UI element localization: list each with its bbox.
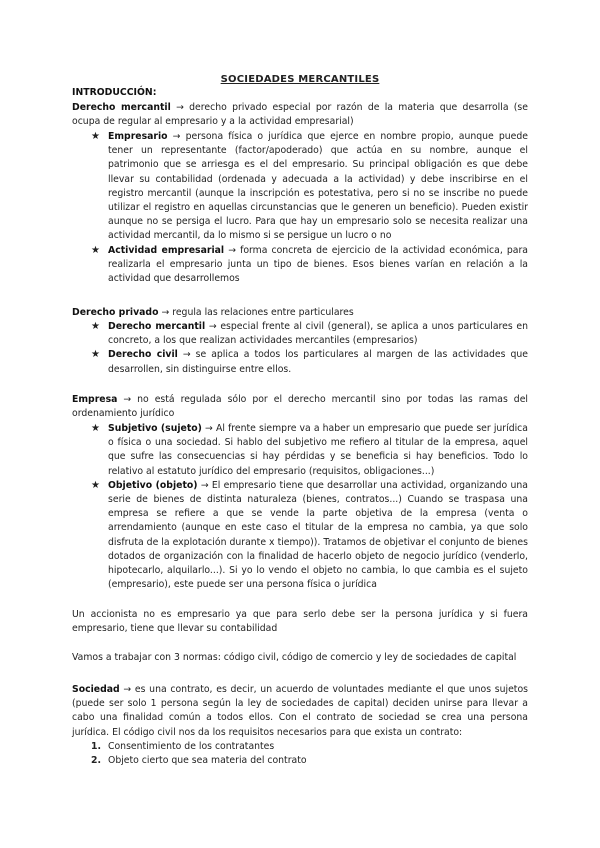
intro-heading: INTRODUCCIÓN: bbox=[72, 87, 157, 98]
list-item: ★ Subjetivo (sujeto) → Al frente siempre va a haber un empresario que puede ser jurídica o física o una sociedad. Si hablo del subjetivo me refiero al titular de la empresa, aquel que sufre las consecuencias si hay pérdidas y se beneficia si hay beneficios. Todo lo relativo al estatuto jurídico del empresario (requisitos, obligaciones...) bbox=[91, 423, 528, 477]
accionista-paragraph: Un accionista no es empresario ya que para serlo debe ser la persona jurídica y si fuera empresario, tiene que llevar su contabilidad bbox=[72, 609, 528, 635]
derecho-mercantil-paragraph bbox=[72, 101, 528, 129]
list-item: ★ Derecho civil → se aplica a todos los particulares al margen de las actividades que desarrollen, sin distinguirse entre ellos. bbox=[91, 349, 528, 375]
list-item: 1. Consentimiento de los contratantes bbox=[91, 741, 275, 752]
derecho-mercantil-list bbox=[91, 130, 528, 286]
normas-paragraph: Vamos a trabajar con 3 normas: código civil, código de comercio y ley de sociedades de capital bbox=[72, 652, 517, 663]
sociedad-requisitos-list bbox=[91, 740, 528, 768]
star-bullet-icon: ★ bbox=[91, 479, 100, 491]
sociedad-term: Sociedad bbox=[72, 684, 120, 695]
empresa-list bbox=[91, 422, 528, 592]
star-bullet-icon: ★ bbox=[91, 321, 100, 332]
star-bullet-icon: ★ bbox=[91, 349, 100, 361]
star-bullet-icon: ★ bbox=[91, 423, 100, 434]
list-item: ★ Objetivo (objeto) → El empresario tiene que desarrollar una actividad, organizando una serie de bienes de distinta naturaleza (bienes, contratos...) Cuando se traspasa una empresa se refiere a que se vende la parte objetiva de la empresa (venta o arrendamiento (aunque en este caso el titular de la empresa no cambia, ya que solo disfruta de la explotación durante x tiempo)). Tratamos de objetivar el conjunto de bienes dotados de organización con la finalidad de hacerlo objeto de negocio jurídico (venderlo, hipotecarlo, alquilarlo...). Si yo lo vendo el objeto no cambia, lo que cambia es el sujeto (empresario), este puede ser una persona física o jurídica bbox=[91, 479, 528, 591]
derecho-mercantil-term: Derecho mercantil bbox=[72, 102, 171, 113]
arrow-glyph: → bbox=[176, 102, 184, 113]
derecho-privado-term: Derecho privado bbox=[72, 307, 159, 318]
derecho-mercantil-text: derecho privado especial por razón de la materia que desarrolla (se ocupa de regular al empresario y a la actividad empresarial) bbox=[72, 102, 528, 128]
list-item: ★ Derecho mercantil → especial frente al civil (general), se aplica a unos particulares en concreto, a los que realizan actividades mercantiles (empresarios) bbox=[91, 321, 528, 347]
document-title: SOCIEDADES MERCANTILES bbox=[220, 74, 380, 85]
empresa-term: Empresa bbox=[72, 394, 118, 405]
derecho-privado-list bbox=[91, 320, 528, 377]
list-item: ★ Empresario → persona física o jurídica que ejerce en nombre propio, aunque puede tener un representante (factor/apoderado) que actúa en su nombre, aunque el patrimonio que se arriesga es el del empresario. Su principal obligación es que debe llevar su contabilidad (ordenada y adecuada a la actividad) y debe inscribirse en el registro mercantil (aunque la inscripción es potestativa, pero si no se inscribe no puede utilizar el registro en aquellas circunstancias que le generen un beneficio). Pueden existir aunque no se persiga el lucro. Para que hay un empresario solo se necesita realizar una actividad mercantil, da lo mismo si se persigue un lucro o no bbox=[91, 131, 528, 242]
star-bullet-icon: ★ bbox=[91, 244, 100, 256]
list-item: ★ Actividad empresarial → forma concreta de ejercicio de la actividad económica, para realizarla el empresario junta un tipo de bienes. Esos bienes varían en relación a la actividad que desarrollemos bbox=[91, 244, 528, 285]
empresa-paragraph: Empresa → no está regulada sólo por el derecho mercantil sino por todas las ramas del ordenamiento jurídico bbox=[72, 394, 528, 420]
star-bullet-icon: ★ bbox=[91, 131, 100, 142]
derecho-privado-paragraph: Derecho privado → regula las relaciones entre particulares bbox=[72, 307, 354, 318]
list-item: 2. Objeto cierto que sea materia del contrato bbox=[91, 755, 307, 767]
sociedad-paragraph: Sociedad → es una contrato, es decir, un acuerdo de voluntades mediante el que unos sujetos (puede ser solo 1 persona según la ley de sociedades de capital) deciden unirse para llevar a cabo una finalidad común a todos ellos. Con el contrato de sociedad se crea una persona jurídica. El código civil nos da los requisitos necesarios para que exista un contrato: bbox=[72, 684, 528, 738]
